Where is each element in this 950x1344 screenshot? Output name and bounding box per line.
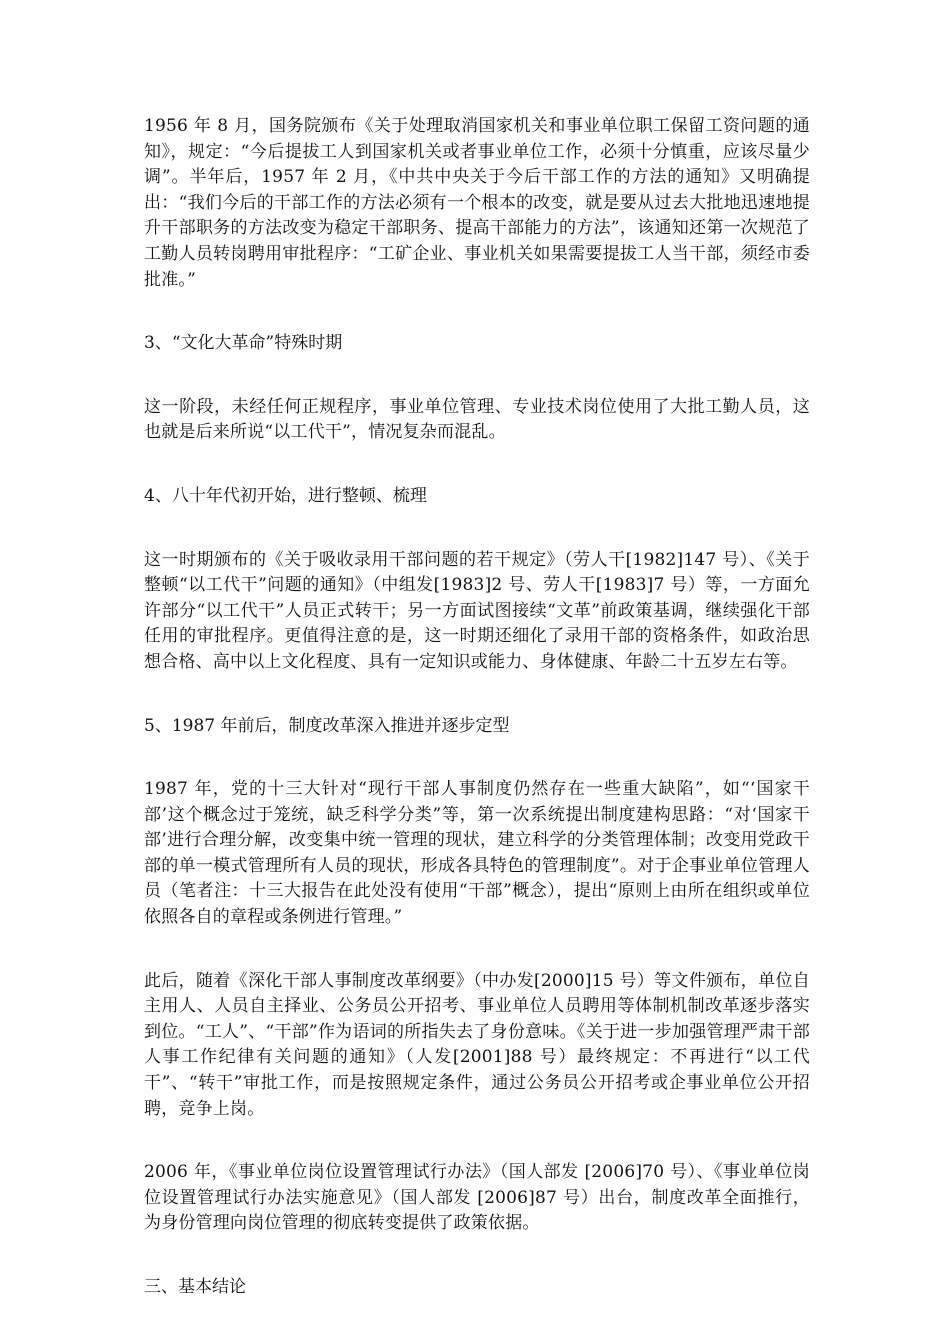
paragraph-1980s-rectification: 这一时期颁布的《关于吸收录用干部问题的若干规定》（劳人干[1982]147 号）、《关于整顿“以工代干”问题的通知》（中组发[1983]2 号、劳人干[1983]7 号）等，一方面允许部分“以工代干”人员正式转干；另一方面试图接续“文革”前政策基调，继续强化干部任用的审批程序。更值得注意的是，这一时期还细化了录用干部的资格条件，如政治思想合格、高中以上文化程度、具有一定知识或能力、身体健康、年龄二十五岁左右等。 <box>144 549 810 672</box>
section-heading-5: 5、1987 年前后，制度改革深入推进并逐步定型 <box>144 715 510 736</box>
document-body <box>144 114 810 1339</box>
paragraph-2006-reform: 2006 年，《事业单位岗位设置管理试行办法》（国人部发 [2006]70 号）、《事业单位岗位设置管理试行办法实施意见》（国人部发 [2006]87 号）出台，制度改革全面推行，为身份管理向岗位管理的彻底转变提供了政策依据。 <box>144 1162 810 1234</box>
paragraph-cultural-revolution: 这一阶段，未经任何正规程序，事业单位管理、专业技术岗位使用了大批工勤人员，这也就是后来所说“以工代干”，情况复杂而混乱。 <box>144 396 810 443</box>
section-heading-4: 4、八十年代初开始，进行整顿、梳理 <box>144 485 427 506</box>
section-heading-conclusion: 三、基本结论 <box>144 1277 246 1297</box>
paragraph-2000-reform: 此后，随着《深化干部人事制度改革纲要》（中办发[2000]15 号）等文件颁布，单位自主用人、人员自主择业、公务员公开招考、事业单位人员聘用等体制机制改革逐步落实到位。“工人”、“干部”作为语词的所指失去了身份意味。《关于进一步加强管理严肃干部人事工作纪律有关问题的通知》（人发[2001]88 号）最终规定：不再进行“以工代干”、“转干”审批工作，而是按照规定条件，通过公务员公开招考或企事业单位公开招聘，竞争上岗。 <box>144 970 810 1119</box>
paragraph-1987-reform: 1987 年，党的十三大针对“现行干部人事制度仍然存在一些重大缺陷”，如“‘国家干部’这个概念过于笼统，缺乏科学分类”等，第一次系统提出制度建构思路：“对‘国家干部’进行合理分解，改变集中统一管理的现状，建立科学的分类管理体制；改变用党政干部的单一模式管理所有人员的现状，形成各具特色的管理制度”。对于企事业单位管理人员（笔者注：十三大报告在此处没有使用“干部”概念），提出“原则上由所在组织或单位依照各自的章程或条例进行管理。” <box>144 779 810 928</box>
section-heading-3: 3、“文化大革命”特殊时期 <box>144 333 343 354</box>
paragraph-1956-notice: 1956 年 8 月，国务院颁布《关于处理取消国家机关和事业单位职工保留工资问题的通知》，规定：“今后提拔工人到国家机关或者事业单位工作，必须十分慎重，应该尽量少调”。半年后，1957 年 2 月，《中共中央关于今后干部工作的方法的通知》又明确提出：“我们今后的干部工作的方法必须有一个根本的改变，就是要从过去大批地迅速地提升干部职务的方法改变为稳定干部职务、提高干部能力的方法”，该通知还第一次规范了工勤人员转岗聘用审批程序：“工矿企业、事业机关如果需要提拔工人当干部，须经市委批准。” <box>144 116 810 290</box>
